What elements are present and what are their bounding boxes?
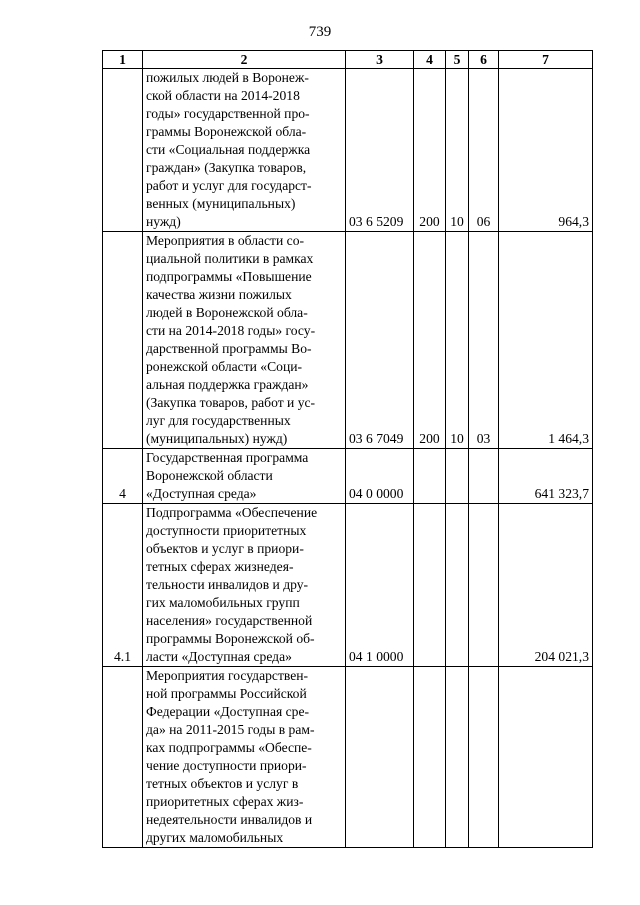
header-col-1: 1 [103, 51, 143, 69]
description-line: работ и услуг для государст- [146, 178, 312, 193]
row-description [143, 232, 346, 449]
description-line: луг для государственных [146, 413, 291, 428]
description-line: гих маломобильных групп [146, 595, 300, 610]
table-row [103, 667, 593, 848]
description-line: венных (муниципальных) [146, 196, 296, 211]
description-line: граждан» (Закупка товаров, [146, 160, 307, 175]
description-line: альная поддержка граждан» [146, 377, 309, 392]
description-line: ласти «Доступная среда» [146, 649, 292, 664]
description-line: людей в Воронежской обла- [146, 305, 308, 320]
row-number [103, 667, 143, 848]
row-target-code: 03 6 7049 [346, 232, 414, 449]
description-line: Государственная программа [146, 450, 309, 465]
row-description [143, 667, 346, 848]
description-line: ной программы Российской [146, 686, 307, 701]
description-line: программы Воронежской об- [146, 631, 315, 646]
row-description [143, 504, 346, 667]
row-subsection [469, 504, 499, 667]
description-line: «Доступная среда» [146, 486, 257, 501]
table-row [103, 504, 593, 667]
row-section [446, 667, 469, 848]
row-section [446, 449, 469, 504]
description-line: Воронежской области [146, 468, 273, 483]
description-line: Федерации «Доступная сре- [146, 704, 310, 719]
description-line: Подпрограмма «Обеспечение [146, 505, 318, 520]
row-amount: 204 021,3 [499, 504, 593, 667]
description-line: тельности инвалидов и дру- [146, 577, 309, 592]
table-row [103, 69, 593, 232]
header-col-6: 6 [469, 51, 499, 69]
table-row [103, 232, 593, 449]
header-col-2: 2 [143, 51, 346, 69]
description-line: пожилых людей в Воронеж- [146, 70, 309, 85]
row-expense-type [414, 504, 446, 667]
row-expense-type [414, 449, 446, 504]
description-line: недеятельности инвалидов и [146, 812, 313, 827]
description-line: Мероприятия государствен- [146, 668, 309, 683]
header-col-3: 3 [346, 51, 414, 69]
row-amount: 964,3 [499, 69, 593, 232]
row-target-code: 04 0 0000 [346, 449, 414, 504]
row-number [103, 69, 143, 232]
row-description [143, 69, 346, 232]
description-line: годы» государственной про- [146, 106, 310, 121]
budget-table [102, 50, 593, 848]
row-subsection [469, 449, 499, 504]
description-line: чение доступности приори- [146, 758, 307, 773]
row-description [143, 449, 346, 504]
description-line: Мероприятия в области со- [146, 233, 305, 248]
table-body [103, 69, 593, 848]
description-line: сти на 2014-2018 годы» госу- [146, 323, 316, 338]
description-line: тетных объектов и услуг в [146, 776, 299, 791]
description-line: циальной политики в рамках [146, 251, 314, 266]
row-number: 4.1 [103, 504, 143, 667]
row-section: 10 [446, 69, 469, 232]
row-target-code: 03 6 5209 [346, 69, 414, 232]
description-line: тетных сферах жизнедея- [146, 559, 294, 574]
header-col-7: 7 [499, 51, 593, 69]
row-amount [499, 667, 593, 848]
table-row [103, 449, 593, 504]
row-amount: 1 464,3 [499, 232, 593, 449]
header-col-4: 4 [414, 51, 446, 69]
description-line: объектов и услуг в приори- [146, 541, 304, 556]
description-line: качества жизни пожилых [146, 287, 292, 302]
description-line: дарственной программы Во- [146, 341, 312, 356]
description-line: населения» государственной [146, 613, 313, 628]
row-subsection [469, 667, 499, 848]
row-amount: 641 323,7 [499, 449, 593, 504]
description-line: ках подпрограммы «Обеспе- [146, 740, 312, 755]
row-section: 10 [446, 232, 469, 449]
description-line: доступности приоритетных [146, 523, 307, 538]
row-expense-type: 200 [414, 69, 446, 232]
description-line: нужд) [146, 214, 181, 229]
row-expense-type: 200 [414, 232, 446, 449]
row-subsection: 03 [469, 232, 499, 449]
row-target-code: 04 1 0000 [346, 504, 414, 667]
description-line: (муниципальных) нужд) [146, 431, 288, 446]
description-line: приоритетных сферах жиз- [146, 794, 304, 809]
row-number [103, 232, 143, 449]
description-line: ронежской области «Соци- [146, 359, 303, 374]
description-line: да» на 2011-2015 годы в рам- [146, 722, 315, 737]
page-number: 739 [308, 24, 332, 40]
description-line: граммы Воронежской обла- [146, 124, 307, 139]
description-line: подпрограммы «Повышение [146, 269, 312, 284]
row-expense-type [414, 667, 446, 848]
row-number: 4 [103, 449, 143, 504]
header-col-5: 5 [446, 51, 469, 69]
description-line: ской области на 2014-2018 [146, 88, 300, 103]
row-target-code [346, 667, 414, 848]
row-subsection: 06 [469, 69, 499, 232]
description-line: (Закупка товаров, работ и ус- [146, 395, 316, 410]
description-line: других маломобильных [146, 830, 284, 845]
description-line: сти «Социальная поддержка [146, 142, 311, 157]
row-section [446, 504, 469, 667]
header-row [103, 51, 593, 69]
